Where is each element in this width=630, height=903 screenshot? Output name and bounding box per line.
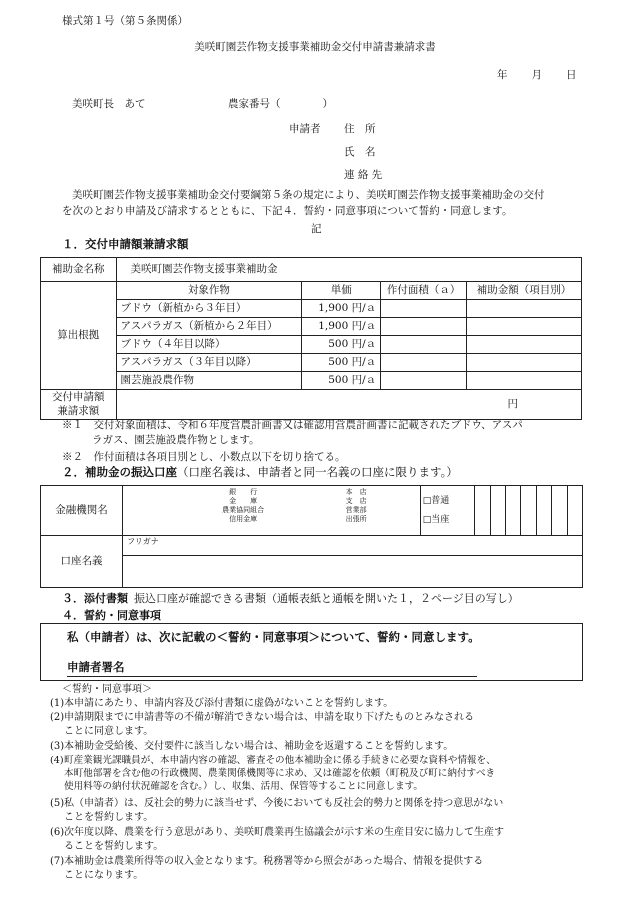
pledge-line: 本補助金は農業所得等の収入金となります。税務署等から照会があった場合、情報を提供する — [64, 856, 484, 867]
amount-cell[interactable] — [467, 372, 582, 390]
intro-line-2: を次のとおり申請及び請求するとともに、下記４．誓約・同意事項について誓約・同意します。 — [62, 205, 513, 217]
pledge-number: (1) — [50, 698, 65, 709]
table-row — [41, 336, 582, 354]
account-digit[interactable] — [552, 486, 567, 536]
unit-price: 1,900 円/ａ — [302, 300, 381, 318]
pledge-line: ことに同意します。 — [64, 725, 154, 737]
crop-name: ブドウ（４年目以降） — [116, 336, 302, 354]
amount-cell[interactable] — [467, 318, 582, 336]
section2-heading-row — [62, 465, 458, 481]
table-row — [41, 372, 582, 390]
pledge-box — [40, 623, 583, 681]
bank-type-ja: 農業協同組合 — [222, 506, 265, 515]
branch-type-branch: 支 店 — [345, 497, 367, 506]
crop-name: アスパラガス（新植から２年目） — [116, 318, 302, 336]
account-digit[interactable] — [475, 486, 490, 536]
account-digit[interactable] — [490, 486, 505, 536]
pledge-line: 私（申請者）は、反社会的勢力に該当せず、今後においても反社会的勢力と関係を持つ意思がない — [64, 798, 504, 809]
unit-price: 500 円/ａ — [302, 336, 381, 354]
col-header-price: 単価 — [302, 282, 381, 300]
area-cell[interactable] — [381, 336, 467, 354]
pledge-item-6 — [50, 826, 584, 854]
pledges-heading: ＜誓約・同意事項＞ — [62, 684, 152, 695]
col-header-area: 作付面積（ａ） — [381, 282, 467, 300]
basis-label: 算出根拠 — [41, 282, 117, 390]
pledge-item-7 — [50, 855, 584, 883]
pledge-number: (2) — [50, 712, 65, 723]
pledge-line: 本町他部署を含む他の行政機関、農業関係機関等に求め、又は確認を依頼（町税及び町に納付すべき — [64, 768, 496, 780]
pledge-number: (7) — [50, 856, 65, 867]
section3-text: 振込口座が確認できる書類（通帳表紙と通帳を開いた１，２ページ目の写し） — [134, 592, 519, 605]
pledge-line: ことを誓約します。 — [64, 811, 154, 823]
account-digit[interactable] — [567, 486, 582, 536]
pledge-line: 町産業観光課職員が、本申請内容の確認、審査その他本補助金に係る手続きに必要な資料や情報を、 — [64, 755, 496, 766]
address-label: 住 所 — [344, 123, 376, 135]
applicant-label: 申請者 — [289, 123, 321, 135]
section4-heading: ４．誓約・同意事項 — [62, 609, 161, 622]
pledge-line: 使用料等の納付状況確認を含む。）し、収集、活用、保管等することに同意します。 — [64, 781, 423, 793]
amount-cell[interactable] — [467, 354, 582, 372]
pledge-item-4 — [50, 754, 584, 794]
total-label — [41, 390, 117, 420]
application-amount-table — [40, 257, 582, 420]
account-type-cell[interactable] — [420, 486, 474, 536]
ki-label: 記 — [311, 223, 322, 235]
bank-type-shinkin: 金 庫 — [229, 497, 258, 506]
bank-name-field[interactable] — [123, 486, 421, 536]
area-cell[interactable] — [381, 372, 467, 390]
pledge-item-1 — [50, 697, 584, 711]
intro-line-1: 美咲町園芸作物支援事業補助金交付要綱第５条の規定により、美咲町園芸作物支援事業補助金の交付 — [72, 189, 545, 201]
pledge-line: 次年度以降、農業を行う意思があり、美咲町農業再生協議会が示す米の生産目安に協力して生産す — [64, 827, 504, 838]
account-holder-label: 口座名義 — [41, 536, 123, 588]
bank-type-credit: 信用金庫 — [229, 515, 258, 524]
addressee: 美咲町長 あて — [72, 98, 146, 110]
branch-type-sales: 営業部 — [345, 506, 367, 515]
section1-heading: １．交付申請額兼請求額 — [62, 237, 189, 251]
amount-cell[interactable] — [467, 300, 582, 318]
pledge-number: (4) — [50, 755, 64, 766]
section3-heading: ３．添付書類 — [62, 592, 128, 605]
col-header-crop: 対象作物 — [116, 282, 302, 300]
account-type-current[interactable]: □当座 — [422, 514, 450, 525]
section3-row — [62, 592, 519, 607]
crop-name: 園芸施設農作物 — [116, 372, 302, 390]
unit-price: 500 円/ａ — [302, 354, 381, 372]
col-header-amount: 補助金額（項目別） — [467, 282, 582, 300]
pledge-line: ることを誓約します。 — [64, 840, 164, 852]
table-row — [41, 300, 582, 318]
signature-line[interactable] — [67, 676, 477, 677]
pledge-statement: 私（申請者）は、次に記載の＜誓約・同意事項＞について、誓約・同意します。 — [67, 630, 480, 644]
furigana-field[interactable] — [123, 536, 583, 556]
yen-unit: 円 — [507, 398, 518, 411]
pledge-line: 本補助金受給後、交付要件に該当しない場合は、補助金を返還することを誓約します。 — [64, 741, 454, 752]
table-row — [41, 318, 582, 336]
note1-line1: ※１ 交付対象面積は、令和６年度営農計画書又は確認用営農計画書に記載されたブドウ、アスパ — [62, 419, 523, 431]
farmer-number-label: 農家番号（ ） — [228, 98, 333, 110]
account-type-ordinary[interactable]: □普通 — [422, 495, 450, 506]
pledge-item-5 — [50, 797, 584, 825]
pledge-line: 本申請にあたり、申請内容及び添付書類に虚偽がないことを誓約します。 — [64, 698, 394, 709]
note1-line2: ラガス、園芸施設農作物とします。 — [92, 434, 260, 446]
branch-type-office: 出張所 — [345, 515, 367, 524]
account-digit[interactable] — [536, 486, 551, 536]
note2: ※２ 作付面積は各項目別とし、小数点以下を切り捨てる。 — [62, 451, 346, 463]
table-row — [41, 354, 582, 372]
total-label-line1: 交付申請額 — [52, 391, 105, 404]
bank-name-label: 金融機関名 — [41, 486, 123, 536]
amount-cell[interactable] — [467, 336, 582, 354]
branch-type-main: 本 店 — [345, 488, 367, 496]
pledge-item-3 — [50, 740, 584, 754]
form-number: 様式第１号（第５条関係） — [62, 15, 188, 27]
pledge-number: (6) — [50, 827, 65, 838]
signature-label: 申請者署名 — [67, 660, 125, 674]
total-label-line2: 兼請求額 — [57, 404, 100, 417]
crop-name: アスパラガス（３年目以降） — [116, 354, 302, 372]
pledge-line: 申請期限までに申請書等の不備が解消できない場合は、申請を取り下げたものとみなされる — [64, 712, 474, 723]
pledge-line: ことになります。 — [64, 869, 144, 881]
area-cell[interactable] — [381, 318, 467, 336]
section2-heading: ２．補助金の振込口座 — [62, 465, 177, 479]
area-cell[interactable] — [381, 300, 467, 318]
pledge-number: (5) — [50, 798, 65, 809]
crop-name: ブドウ（新植から３年目） — [116, 300, 302, 318]
furigana-label: フリガナ — [127, 537, 159, 546]
pledge-number: (3) — [50, 741, 65, 752]
contact-label: 連 絡 先 — [344, 169, 383, 181]
account-holder-field[interactable] — [123, 556, 583, 588]
unit-price: 500 円/ａ — [302, 372, 381, 390]
total-amount-cell[interactable] — [116, 390, 582, 420]
unit-price: 1,900 円/ａ — [302, 318, 381, 336]
subsidy-name: 美咲町園芸作物支援事業補助金 — [116, 258, 582, 282]
name-label: 氏 名 — [344, 146, 376, 158]
bank-type-bank: 銀 行 — [229, 488, 258, 496]
account-digit[interactable] — [505, 486, 520, 536]
bank-account-table — [40, 485, 583, 588]
pledge-item-2 — [50, 711, 584, 739]
area-cell[interactable] — [381, 354, 467, 372]
account-digit[interactable] — [521, 486, 536, 536]
date-line: 年 月 日 — [497, 69, 578, 81]
document-title: 美咲町園芸作物支援事業補助金交付申請書兼請求書 — [194, 41, 436, 53]
subsidy-name-label: 補助金名称 — [41, 258, 117, 282]
section2-heading-note: （口座名義は、申請者と同一名義の口座に限ります。） — [177, 465, 458, 479]
